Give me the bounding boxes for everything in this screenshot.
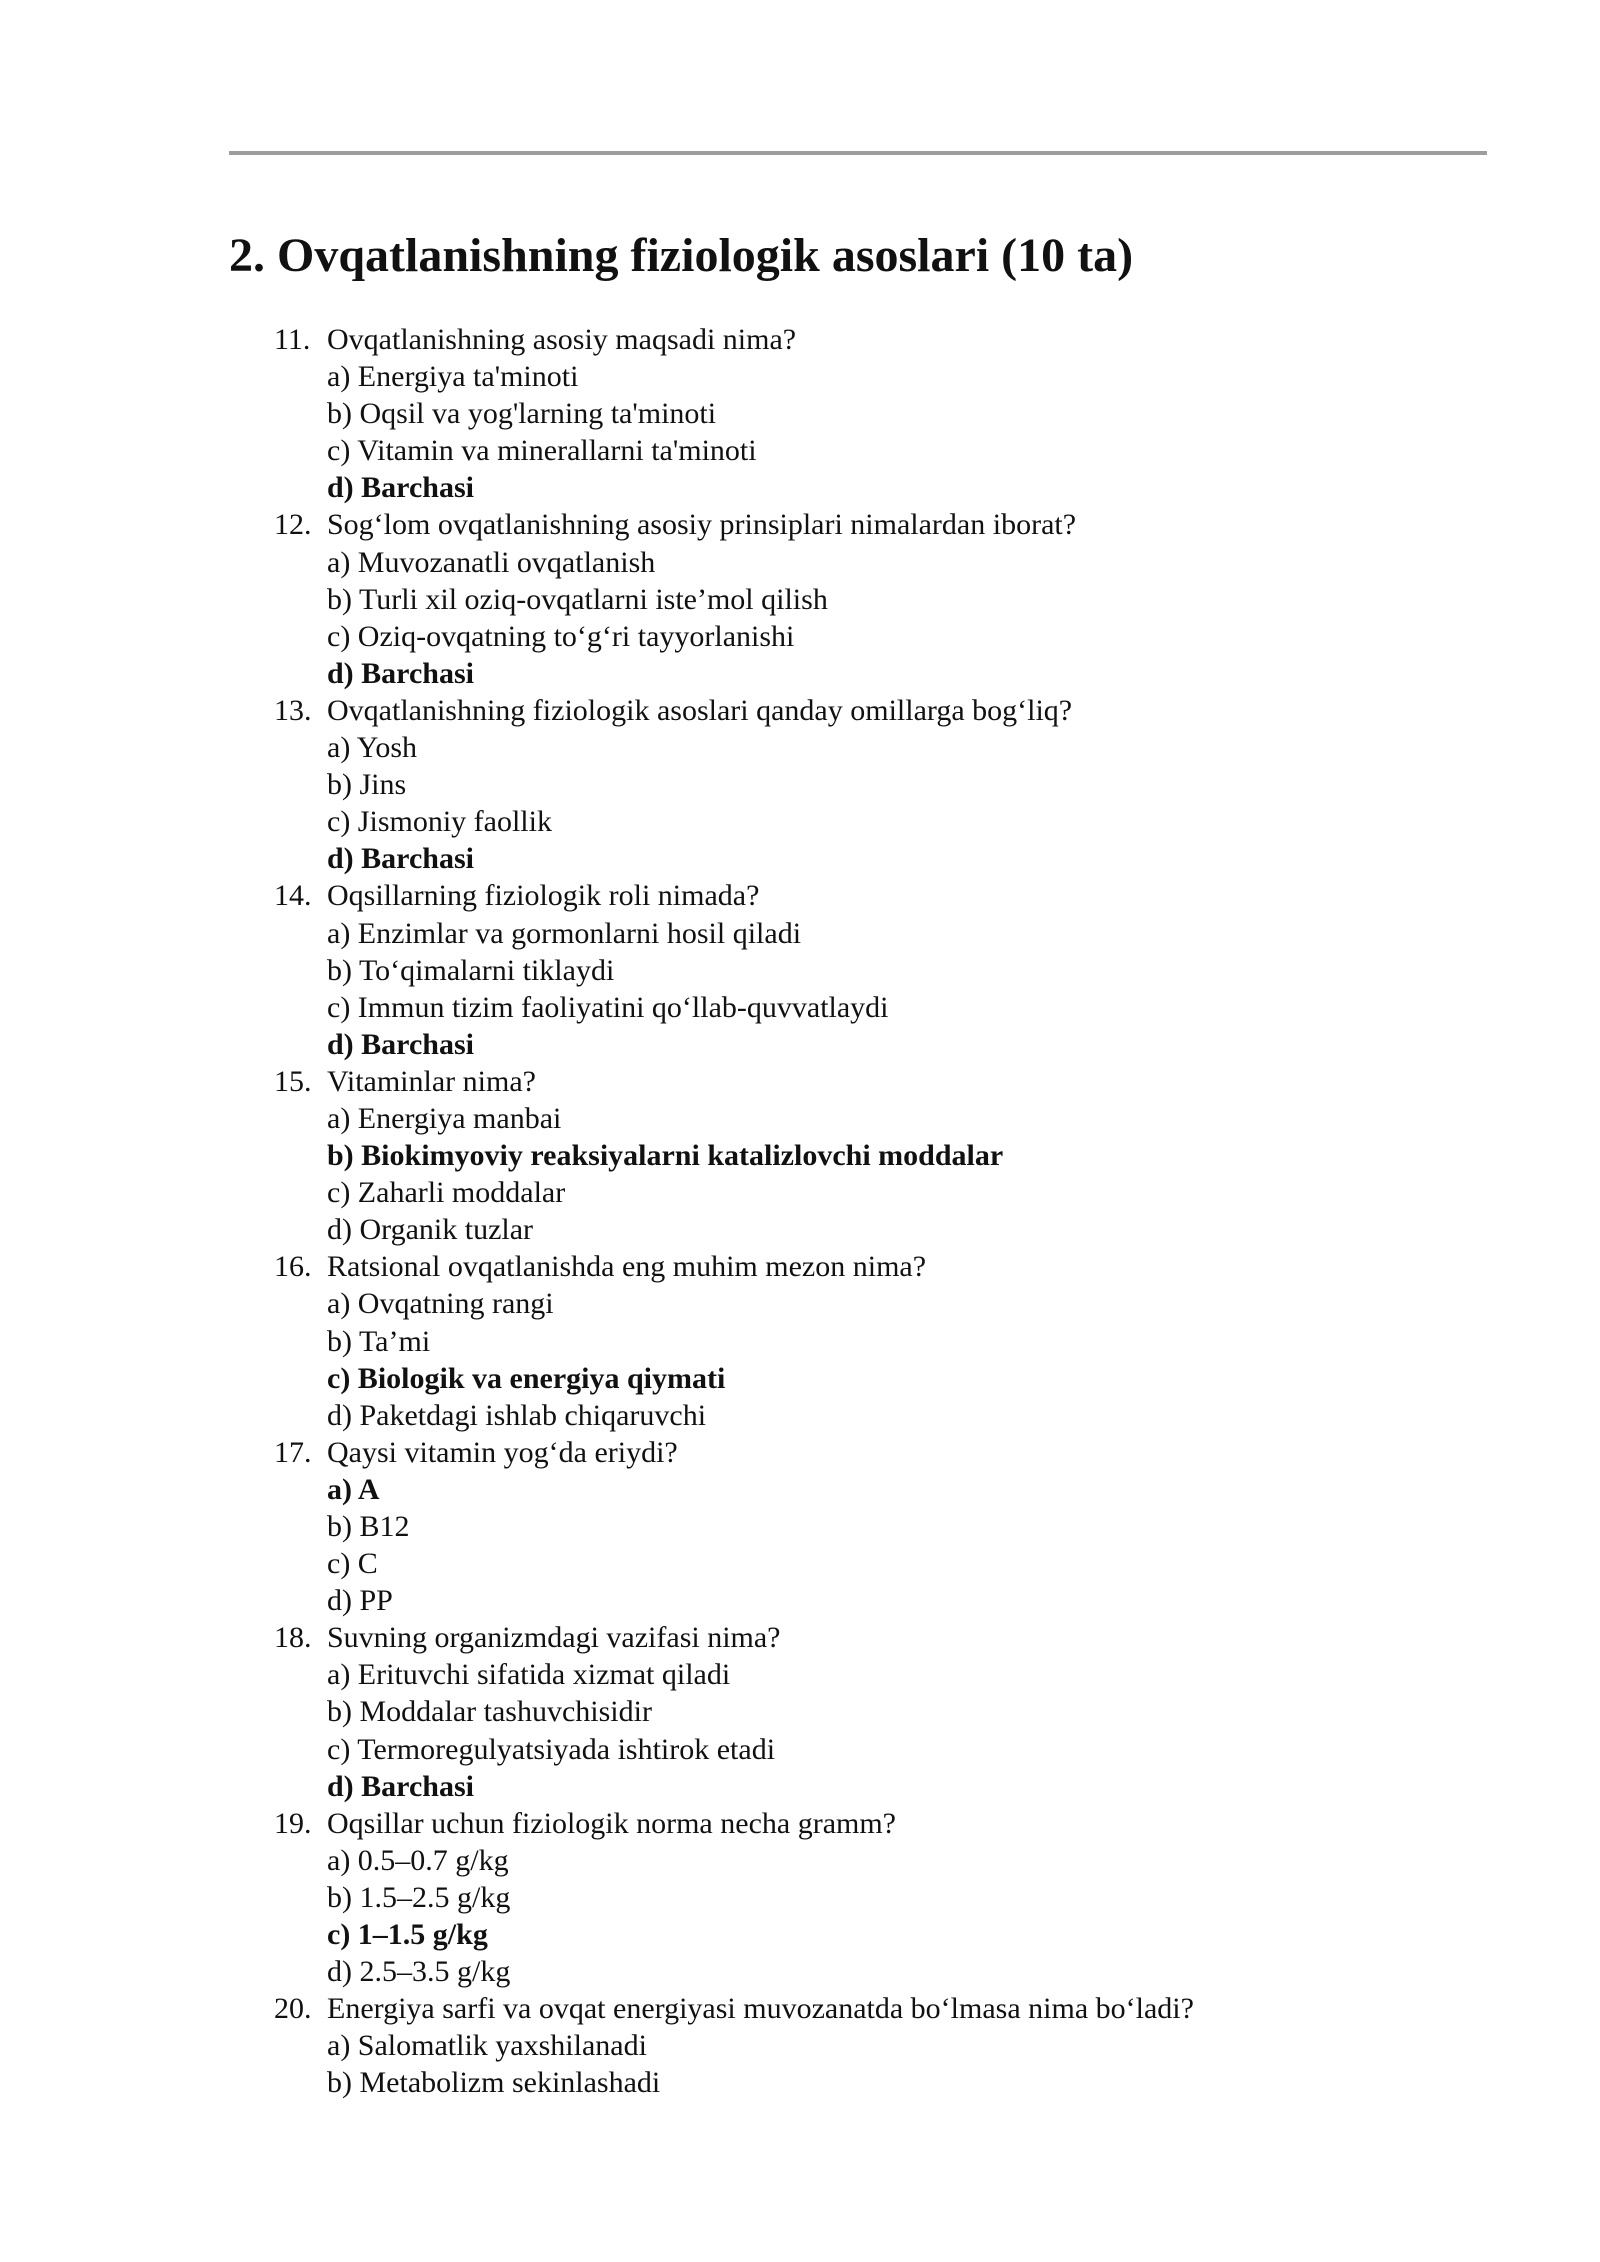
answer-option: a) 0.5–0.7 g/kg xyxy=(327,1843,509,1877)
answer-option-correct: d) Barchasi xyxy=(327,656,474,690)
question-number: 14. xyxy=(274,879,312,913)
answer-option-correct: d) Barchasi xyxy=(327,1769,474,1803)
answer-option-correct: d) Barchasi xyxy=(327,471,474,505)
section-heading: 2. Ovqatlanishning fiziologik asoslari (10 ta) xyxy=(229,229,1134,282)
answer-option: a) Energiya ta'minoti xyxy=(327,360,579,394)
question-number: 12. xyxy=(274,508,312,542)
answer-option: b) Turli xil oziq-ovqatlarni iste’mol qilish xyxy=(327,582,828,616)
answer-option: a) Ovqatning rangi xyxy=(327,1287,554,1321)
answer-option: b) B12 xyxy=(327,1510,410,1543)
question-text: Qaysi vitamin yog‘da eriydi? xyxy=(327,1435,678,1469)
question-number: 11. xyxy=(274,323,311,356)
question-number: 13. xyxy=(274,693,312,727)
question-item xyxy=(0,1063,1600,1248)
answer-option: c) C xyxy=(327,1547,378,1581)
question-item xyxy=(0,1805,1600,1990)
answer-option-correct: d) Barchasi xyxy=(327,1027,474,1061)
question-line xyxy=(0,1619,1600,1656)
answer-option: a) Salomatlik yaxshilanadi xyxy=(327,2029,647,2063)
question-line xyxy=(0,877,1600,914)
answer-option: d) Paketdagi ishlab chiqaruvchi xyxy=(327,1398,707,1432)
answer-option-correct: b) Biokimyoviy reaksiyalarni katalizlovchi moddalar xyxy=(327,1139,1004,1173)
question-number: 19. xyxy=(274,1806,312,1840)
answer-option: c) Oziq-ovqatning to‘g‘ri tayyorlanishi xyxy=(327,619,795,653)
question-item xyxy=(0,877,1600,1062)
answer-option: c) Termoregulyatsiyada ishtirok etadi xyxy=(327,1732,776,1766)
question-text: Ovqatlanishning asosiy maqsadi nima? xyxy=(327,323,797,356)
answer-option: a) Muvozanatli ovqatlanish xyxy=(327,545,656,579)
question-number: 16. xyxy=(274,1250,312,1284)
answer-option: c) Vitamin va minerallarni ta'minoti xyxy=(327,434,757,468)
answer-option: a) Energiya manbai xyxy=(327,1101,562,1135)
question-line xyxy=(0,1248,1600,1285)
answer-option: b) Metabolizm sekinlashadi xyxy=(327,2066,661,2100)
answer-option: d) PP xyxy=(327,1584,393,1618)
question-text: Vitaminlar nima? xyxy=(327,1064,536,1098)
question-number: 17. xyxy=(274,1435,312,1469)
question-item xyxy=(0,1990,1600,2101)
answer-option: b) To‘qimalarni tiklaydi xyxy=(327,953,615,987)
header-rule xyxy=(229,151,1487,155)
answer-option: b) Ta’mi xyxy=(327,1324,431,1358)
answer-option-correct: c) Biologik va energiya qiymati xyxy=(327,1361,726,1395)
question-line xyxy=(0,692,1600,729)
answer-option: b) Moddalar tashuvchisidir xyxy=(327,1695,652,1729)
question-line xyxy=(0,1805,1600,1842)
question-number: 20. xyxy=(274,1992,312,2026)
question-text: Oqsillar uchun fiziologik norma necha gramm? xyxy=(327,1806,896,1840)
question-line xyxy=(0,321,1600,358)
question-line xyxy=(0,1434,1600,1471)
question-item xyxy=(0,692,1600,877)
question-number: 15. xyxy=(274,1064,312,1098)
question-item xyxy=(0,1248,1600,1433)
question-number: 18. xyxy=(274,1621,312,1655)
question-item xyxy=(0,321,1600,506)
question-item xyxy=(0,1434,1600,1619)
question-text: Ovqatlanishning fiziologik asoslari qanday omillarga bog‘liq? xyxy=(327,693,1073,727)
answer-option: a) Yosh xyxy=(327,731,418,765)
answer-option: a) Enzimlar va gormonlarni hosil qiladi xyxy=(327,916,802,950)
question-text: Suvning organizmdagi vazifasi nima? xyxy=(327,1621,781,1655)
answer-option: c) Jismoniy faollik xyxy=(327,805,552,839)
question-item xyxy=(0,506,1600,691)
question-text: Ratsional ovqatlanishda eng muhim mezon nima? xyxy=(327,1250,927,1284)
question-item xyxy=(0,1619,1600,1804)
question-text: Sog‘lom ovqatlanishning asosiy prinsiplari nimalardan iborat? xyxy=(327,508,1077,542)
answer-option-correct: d) Barchasi xyxy=(327,842,474,876)
answer-option: c) Immun tizim faoliyatini qo‘llab-quvvatlaydi xyxy=(327,990,889,1024)
answer-option: c) Zaharli moddalar xyxy=(327,1176,566,1210)
answer-option-correct: c) 1–1.5 g/kg xyxy=(327,1918,488,1952)
question-text: Energiya sarfi va ovqat energiyasi muvozanatda bo‘lmasa nima bo‘ladi? xyxy=(327,1992,1194,2026)
question-list xyxy=(0,321,1600,2102)
answer-option: b) 1.5–2.5 g/kg xyxy=(327,1880,511,1914)
question-line xyxy=(0,506,1600,543)
answer-option: d) Organik tuzlar xyxy=(327,1213,534,1247)
answer-option: b) Oqsil va yog'larning ta'minoti xyxy=(327,397,717,431)
answer-option: b) Jins xyxy=(327,768,407,802)
question-line xyxy=(0,1063,1600,1100)
question-text: Oqsillarning fiziologik roli nimada? xyxy=(327,879,760,913)
answer-option: d) 2.5–3.5 g/kg xyxy=(327,1955,511,1989)
question-line xyxy=(0,1990,1600,2027)
answer-option-correct: a) A xyxy=(327,1472,380,1506)
answer-option: a) Erituvchi sifatida xizmat qiladi xyxy=(327,1658,731,1692)
